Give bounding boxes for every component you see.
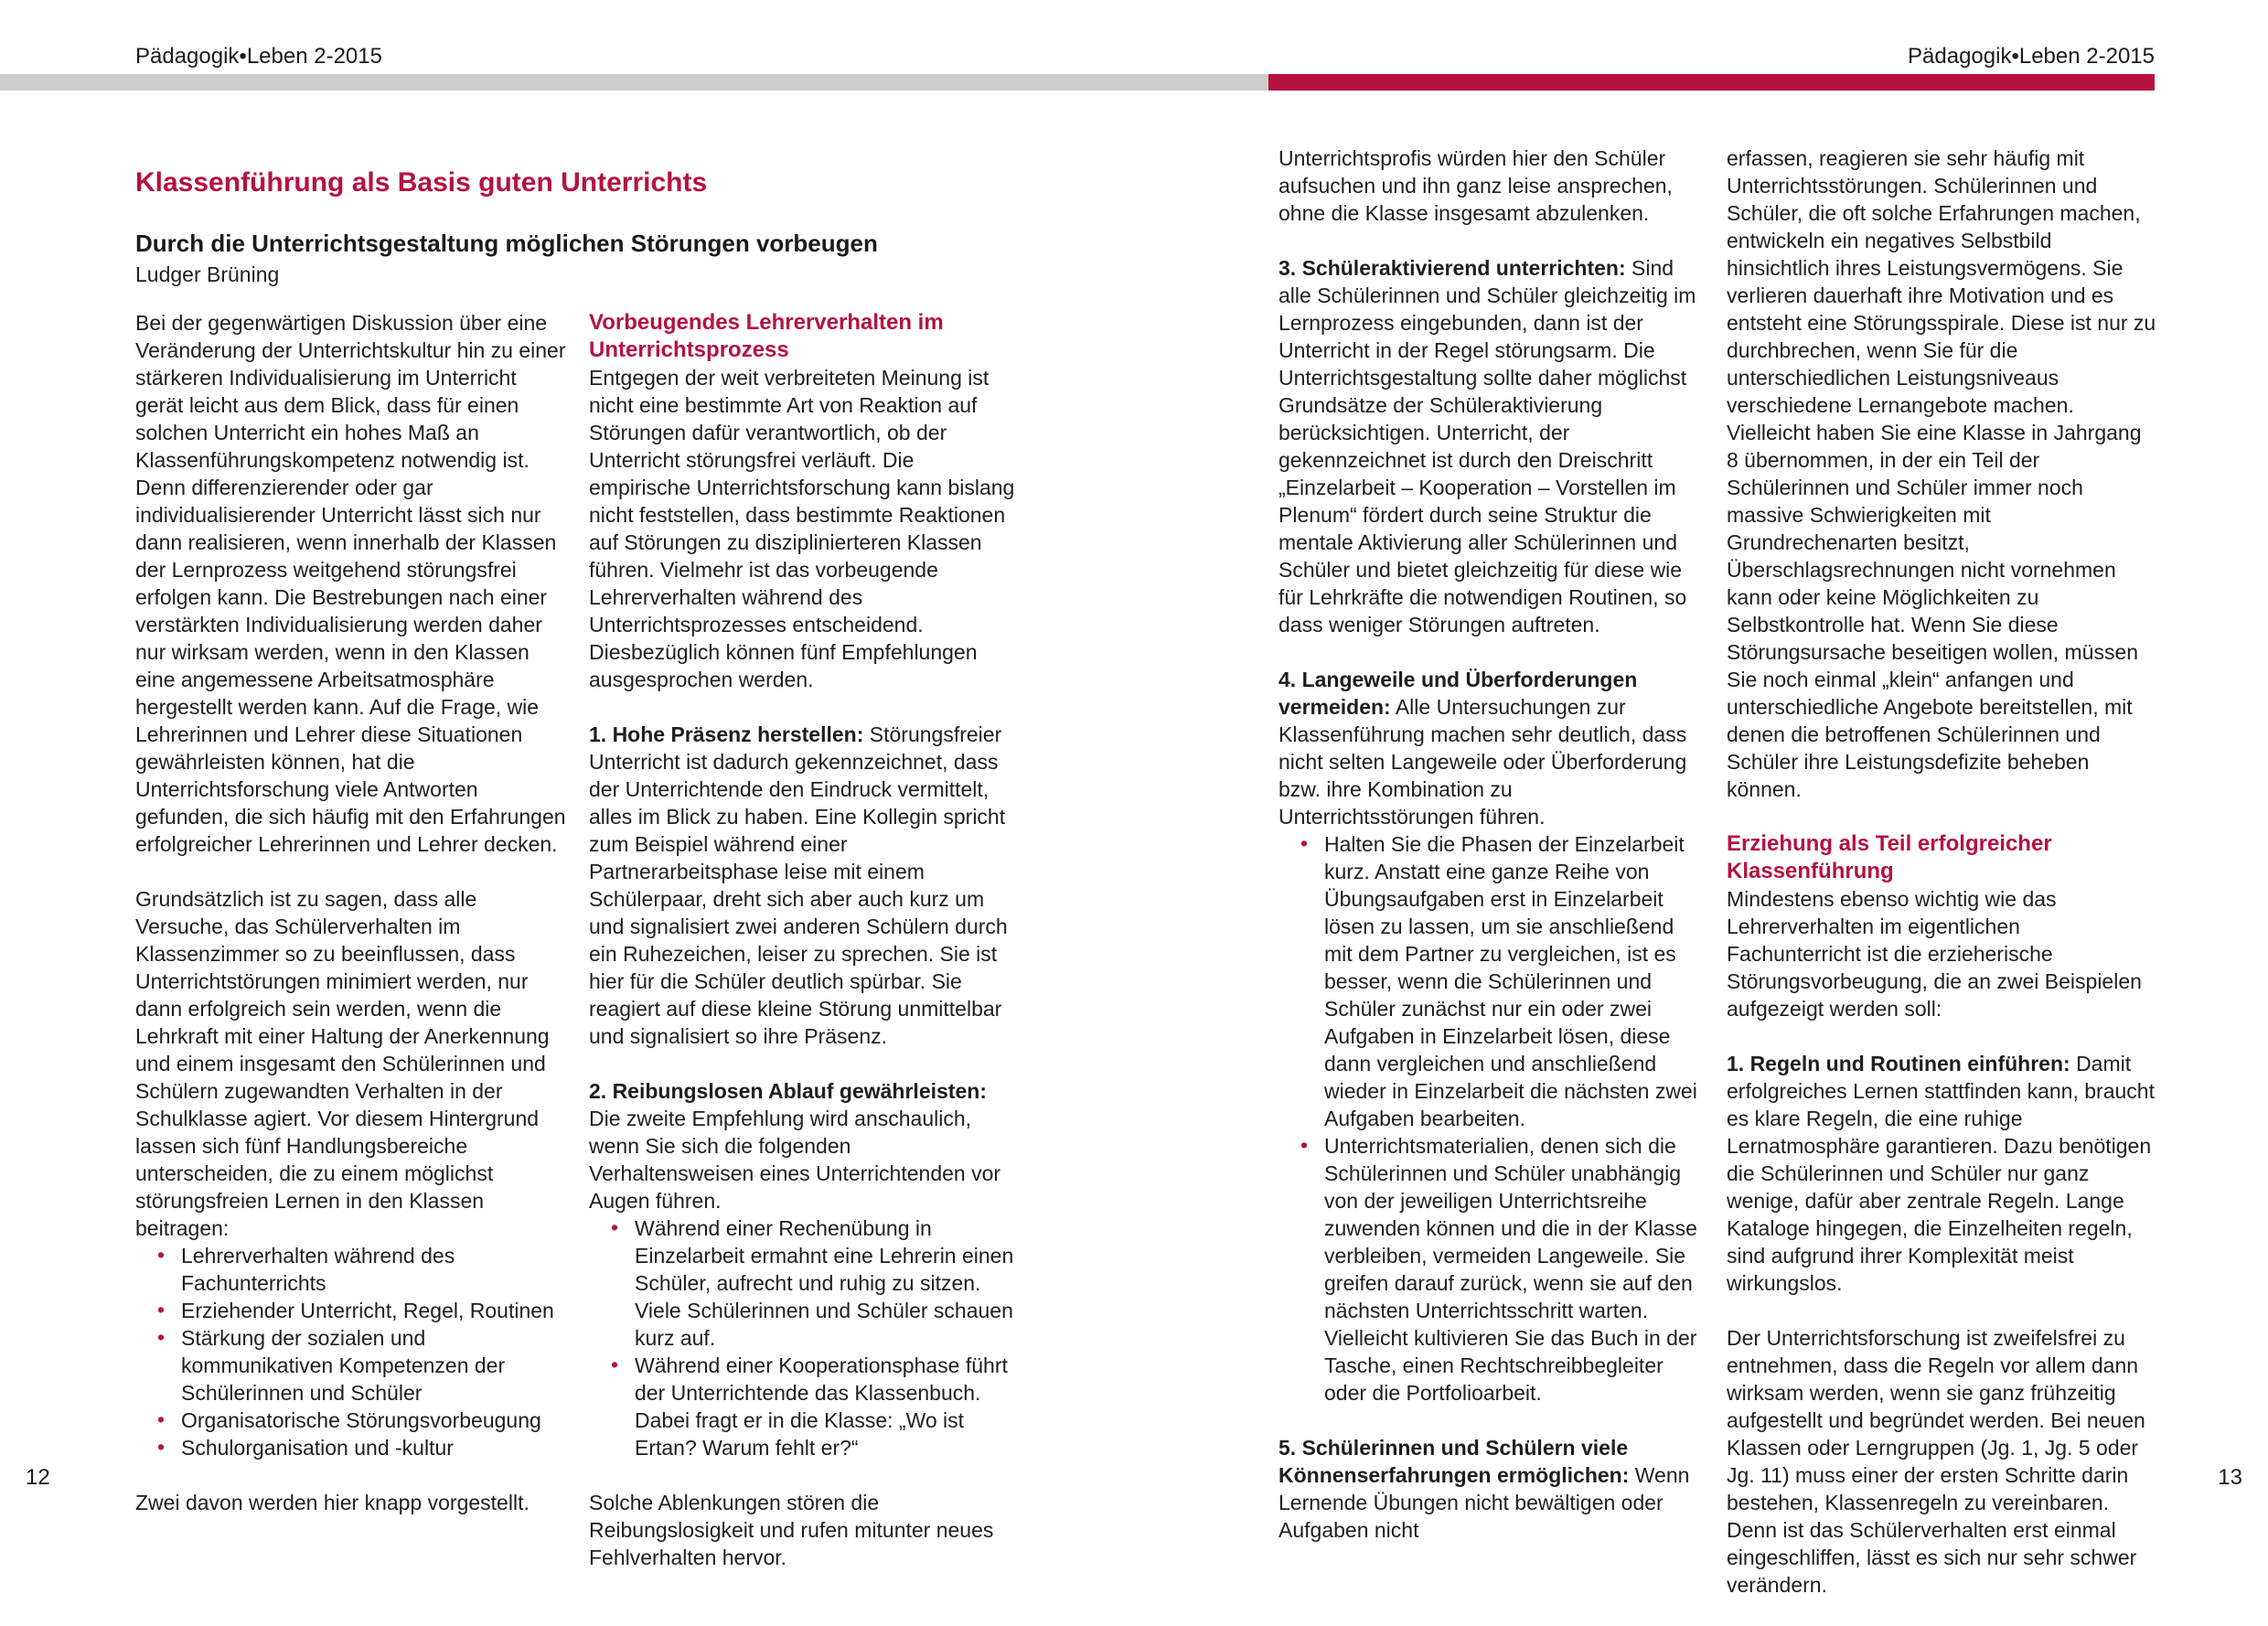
paragraph [1278,1434,1706,1544]
section-heading: Vorbeugendes Lehrerverhalten im Unterrichtsprozess [589,310,944,362]
list-item-text: Lehrerverhalten während des Fachunterrichts [181,1244,455,1295]
list-item [1278,830,1706,1132]
paragraph: Unterrichtsprofis würden hier den Schüler aufsuchen und ihn ganz leise ansprechen, ohne die Klasse insgesamt abzulenken. [1278,146,1673,225]
paragraph: Der Unterrichtsforschung ist zweifelsfrei zu entnehmen, dass die Regeln vor allem dann wirksam werden, wenn sie ganz frühzeitig aufgestellt und begründet werden. Bei neuen Klassen oder Lerngruppen (Jg. 1, Jg. 5 oder Jg. 11) muss einer der ersten Schritte darin bestehen, Klassenregeln zu vereinbaren. Denn ist das Schülerverhalten erst einmal eingeschliffen, lässt es sich nur sehr schwer verändern. [1727,1326,2145,1597]
recommendation-lead: 4. Langeweile und Überforderungen vermeiden: [1278,668,1638,719]
list-item-text: Während einer Rechenübung in Einzelarbeit ermahnt eine Lehrerin einen Schüler, aufrecht und ruhig zu sitzen. Viele Schülerinnen und Schüler schauen kurz auf. [635,1216,1014,1350]
running-head-right: Pädagogik•Leben 2-2015 [1908,44,2155,69]
list-item-text: Stärkung der sozialen und kommunikativen Kompetenzen der Schülerinnen und Schüler [181,1326,506,1405]
recommendation-text: Damit erfolgreiches Lernen stattfinden kann, braucht es klare Regeln, die eine ruhige Lernatmosphäre garantieren. Dazu benötigen die Schülerinnen und Schüler nur ganz wenige, dafür aber zentrale Regeln. Lange Kataloge hingegen, die Einzelheiten regeln, sind aufgrund ihrer Komplexität meist wirkungslos. [1727,1052,2155,1295]
beispiele-list [589,1214,1021,1461]
bullet-icon: • [157,1243,166,1267]
list-item [135,1407,569,1434]
recommendation-text: Sind alle Schülerinnen und Schüler gleichzeitig im Lernprozess eingebunden, dann ist der Unterricht in der Regel störungsarm. Die Unterrichtsgestaltung sollte daher möglichst Grundsätze der Schüleraktivierung berücksichtigen. Unterricht, der gekennzeichnet ist durch den Dreischritt „Einzelarbeit – Kooperation – Vorstellen im Plenum“ fördert durch seine Struktur die mentale Aktivierung aller Schülerinnen und Schüler und bietet gleichzeitig für diese wie für Lehrkräfte die notwendigen Routinen, so dass weniger Störungen auftreten. [1278,256,1696,636]
bullet-icon: • [157,1325,166,1349]
paragraph: erfassen, reagieren sie sehr häufig mit Unterrichtsstörungen. Schülerinnen und Schüler, die oft solche Erfahrungen machen, entwickeln ein negatives Selbstbild hinsichtlich ihres Leistungsvermögens. Sie verlieren dauerhaft ihre Motivation und es entsteht eine Störungsspirale. Diese ist nur zu durchbrechen, wenn Sie für die unterschiedlichen Leistungsniveaus verschiedene Lernangebote machen. Vielleicht haben Sie eine Klasse in Jahrgang 8 übernommen, in der ein Teil der Schülerinnen und Schüler immer noch massive Schwierigkeiten mit Grundrechenarten besitzt, Überschlagsrechnungen nicht vornehmen kann oder keine Möglichkeiten zu Selbstkontrolle hat. Wenn Sie diese Störungsursache beseitigen wollen, müssen Sie noch einmal „klein“ anfangen und unterschiedliche Angebote bereitstellen, mit denen die betroffenen Schülerinnen und Schüler ihre Leistungsdefizite beheben können. [1727,146,2156,801]
column-2 [589,309,1021,1599]
bullet-icon: • [611,1353,619,1376]
list-item-text: Halten Sie die Phasen der Einzelarbeit kurz. Anstatt eine ganze Reihe von Übungsaufgaben erst in Einzelarbeit lösen zu lassen, um sie anschließend mit dem Partner zu vergleichen, ist es besser, wenn die Schülerinnen und Schüler zunächst nur ein oder zwei Aufgaben in Einzelarbeit lösen, diese dann vergleichen und anschließend wieder in Einzelarbeit die nächsten zwei Aufgaben bearbeiten. [1324,832,1697,1130]
bullet-icon: • [1300,1133,1309,1157]
list-item [589,1214,1021,1352]
list-item [589,1352,1021,1461]
list-item [135,1242,569,1297]
paragraph [1278,666,1706,830]
list-item-text: Während einer Kooperationsphase führt der Unterrichtende das Klassenbuch. Dabei fragt er in die Klasse: „Wo ist Ertan? Warum fehlt er?“ [635,1353,1008,1460]
running-head-left: Pädagogik•Leben 2-2015 [135,44,382,69]
paragraph: Grundsätzlich ist zu sagen, dass alle Versuche, das Schülerverhalten im Klassenzimmer so zu beeinflussen, dass Unterrichtstörungen minimiert werden, nur dann erfolgreich sein werden, wenn die Lehrkraft mit einer Haltung der Anerkennung und einem insgesamt den Schülerinnen und Schülern zugewandten Verhalten in der Schulklasse agiert. Vor diesem Hintergrund lassen sich fünf Handlungsbereiche unterscheiden, die zu einem möglichst störungsfreien Lernen in den Klassen beitragen: [135,887,550,1240]
article-title: Klassenführung als Basis guten Unterrichts [135,167,708,198]
section-heading: Erziehung als Teil erfolgreicher Klassenführung [1727,831,2052,883]
column-3 [1278,144,1706,1571]
list-item-text: Unterrichtsmaterialien, denen sich die Schülerinnen und Schüler unabhängig von der jeweiligen Unterrichtsreihe zuwenden können und die in der Klasse verbleiben, vermeiden Langeweile. Sie greifen darauf zurück, wenn sie auf den nächsten Unterrichtsschritt warten. Vielleicht kultivieren Sie das Buch in der Tasche, einen Rechtschreibbegleiter oder die Portfolioarbeit. [1324,1134,1697,1405]
recommendation-lead: 3. Schüleraktivierend unterrichten: [1278,256,1626,280]
bullet-icon: • [157,1298,166,1321]
list-item [135,1434,569,1461]
paragraph: Mindestens ebenso wichtig wie das Lehrerverhalten im eigentlichen Fachunterricht ist die erzieherische Störungsvorbeugung, die an zwei Beispielen aufgezeigt werden soll: [1727,887,2142,1021]
column-4 [1727,144,2156,1626]
list-item-text: Schulorganisation und -kultur [181,1436,454,1460]
paragraph [589,721,1021,1050]
list-item [1278,1132,1706,1407]
page-number-right: 13 [2218,1465,2242,1490]
column-1 [135,309,569,1544]
recommendation-lead: 1. Regeln und Routinen einführen: [1727,1052,2070,1075]
list-item [135,1297,569,1324]
bullet-icon: • [1300,831,1309,855]
paragraph: Solche Ablenkungen stören die Reibungslosigkeit und rufen mitunter neues Fehlverhalten hervor. [589,1491,994,1569]
handlungsbereiche-list [135,1242,569,1461]
recommendation-text: Die zweite Empfehlung wird anschaulich, wenn Sie sich die folgenden Verhaltensweisen eines Unterrichtenden vor Augen führen. [589,1107,1001,1213]
paragraph [1727,1050,2156,1297]
list-item-text: Organisatorische Störungsvorbeugung [181,1408,541,1432]
list-item [135,1324,569,1407]
massnahmen-list [1278,830,1706,1407]
article-subtitle: Durch die Unterrichtsgestaltung möglichen Störungen vorbeugen [135,229,878,257]
list-item-text: Erziehender Unterricht, Regel, Routinen [181,1299,554,1322]
recommendation-lead: 5. Schülerinnen und Schülern viele Könnenserfahrungen ermöglichen: [1278,1436,1630,1487]
bullet-icon: • [157,1435,166,1459]
paragraph: Zwei davon werden hier knapp vorgestellt. [135,1491,530,1514]
paragraph [1278,254,1706,638]
header-rule-red [1268,74,2155,91]
recommendation-lead: 1. Hohe Präsenz herstellen: [589,722,864,746]
page-number-left: 12 [26,1465,50,1490]
bullet-icon: • [611,1215,619,1239]
header-rule-grey [0,74,1268,91]
recommendation-text: Wenn Lernende Übungen nicht bewältigen oder Aufgaben nicht [1278,1463,1690,1542]
paragraph [589,1077,1021,1214]
recommendation-lead: 2. Reibungslosen Ablauf gewährleisten: [589,1079,987,1103]
recommendation-text: Alle Untersuchungen zur Klassenführung machen sehr deutlich, dass nicht selten Langeweile oder Überforderung bzw. ihre Kombination zu Unterrichtsstörungen führen. [1278,695,1687,829]
paragraph: Entgegen der weit verbreiteten Meinung ist nicht eine bestimmte Art von Reaktion auf Störungen dafür verantwortlich, ob der Unterricht störungsfrei verläuft. Die empirische Unterrichtsforschung kann bislang nicht feststellen, dass bestimmte Reaktionen auf Störungen zu disziplinierteren Klassen führen. Vielmehr ist das vorbeugende Lehrerverhalten während des Unterrichtsprozesses entscheidend. Diesbezüglich können fünf Empfehlungen ausgesprochen werden. [589,366,1015,691]
bullet-icon: • [157,1407,166,1431]
paragraph: Bei der gegenwärtigen Diskussion über eine Veränderung der Unterrichtskultur hin zu einer stärkeren Individualisierung im Unterricht gerät leicht aus dem Blick, dass für einen solchen Unterricht ein hohes Maß an Klassenführungskompetenz notwendig ist. Denn differenzierender oder gar individualisierender Unterricht lässt sich nur dann realisieren, wenn innerhalb der Klassen der Lernprozess weitgehend störungsfrei erfolgen kann. Die Bestrebungen nach einer verstärkten Individualisierung werden daher nur wirksam werden, wenn in den Klassen eine angemessene Arbeitsatmosphäre hergestellt werden kann. Auf die Frage, wie Lehrerinnen und Lehrer diese Situationen gewährleisten können, hat die Unterrichtsforschung viele Antworten gefunden, die sich häufig mit den Erfahrungen erfolgreicher Lehrerinnen und Lehrer decken. [135,311,566,856]
author-byline: Ludger Brüning [135,262,280,286]
recommendation-text: Störungsfreier Unterricht ist dadurch gekennzeichnet, dass der Unterrichtende den Eindruck vermittelt, alles im Blick zu haben. Eine Kollegin spricht zum Beispiel während einer Partnerarbeitsphase leise mit einem Schülerpaar, dreht sich aber auch kurz um und signalisiert zwei anderen Schülern durch ein Ruhezeichen, leiser zu sprechen. Sie ist hier für die Schüler deutlich spürbar. Sie reagiert auf diese kleine Störung unmittelbar und signalisiert so ihre Präsenz. [589,722,1008,1048]
